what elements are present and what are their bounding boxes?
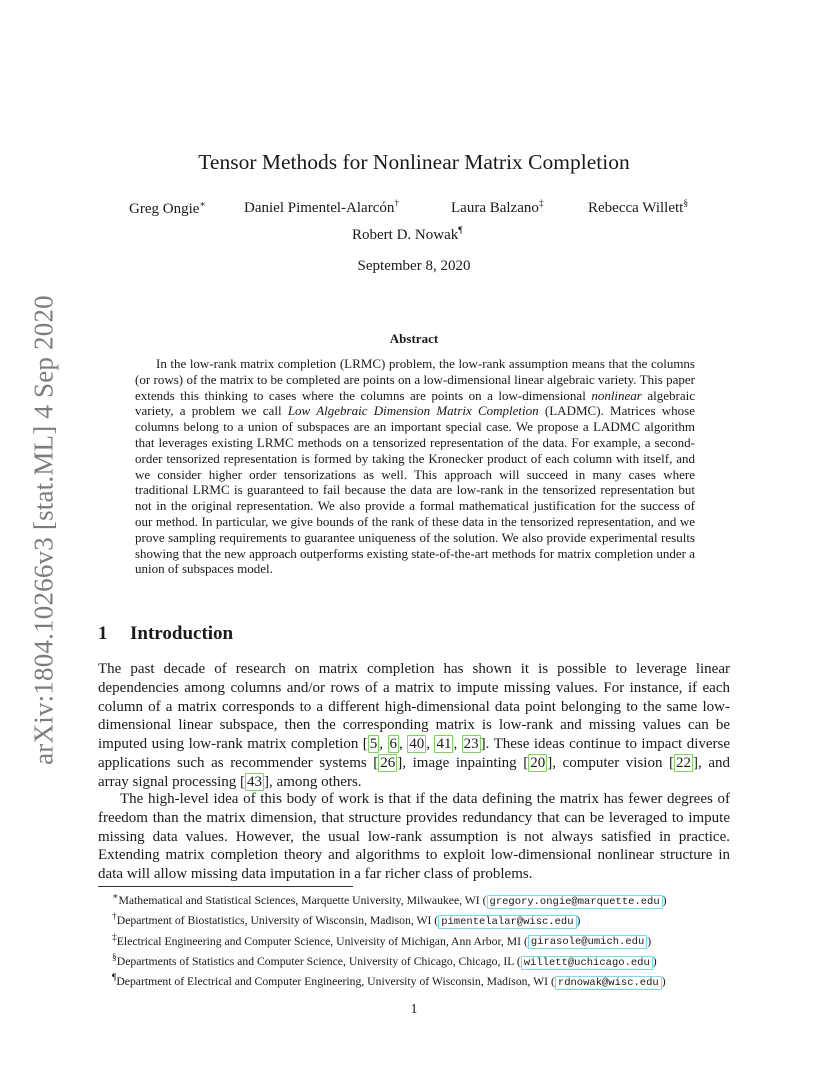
author-5 [352, 226, 463, 244]
abstract-text: algebraic variety, a problem we call [135, 387, 696, 419]
paragraph-text: ], computer vision [ [547, 754, 675, 771]
email-link[interactable]: gregory.ongie@marquette.edu [487, 895, 663, 909]
footnote-text: Department of Electrical and Computer Engineering, University of Wisconsin, Madison, WI ( [116, 975, 555, 989]
intro-paragraph-1: The past decade of research on matrix completion has shown it is possible to leverage linear dependencies among columns and/or rows of a matrix to impute missing values. For instance, if each column of a matrix corresponds to a different high-dimensional data point belonging to the same low-dimensional linear subspace, then the corresponding matrix is low-rank and missing values can be imputed using low-rank matrix completion [ 5 , 6 , 40 , 41 , 23 ]. These ideas continue to impact diverse applications such as recommender systems [ 26 ], image inpainting [ 20 ], computer vision [ 22 ], and array signal processing [ 43 ], among others. [98, 661, 731, 790]
section-heading [98, 623, 233, 645]
citation-link[interactable]: 43 [247, 773, 263, 790]
footnote-item [112, 971, 732, 991]
citation-link[interactable]: 26 [380, 754, 396, 771]
email-link[interactable]: rdnowak@wisc.edu [555, 976, 662, 990]
author-mark: § [683, 199, 689, 209]
paragraph-text: ], among others. [264, 773, 362, 790]
author-mark: ¶ [458, 226, 463, 236]
footnote-item [112, 890, 732, 910]
author-2 [244, 199, 399, 217]
arxiv-identifier-stamp: arXiv:1804.10266v3 [stat.ML] 4 Sep 2020 [28, 295, 59, 765]
footnote-mark: ¶ [112, 973, 117, 984]
footnote-text: ) [647, 934, 652, 948]
footnote-divider [98, 886, 353, 887]
page-number: 1 [410, 1002, 418, 1017]
author-3 [451, 199, 544, 217]
footnote-text: ) [576, 914, 581, 928]
author-4 [588, 199, 688, 217]
author-name: Laura Balzano [451, 200, 539, 216]
paragraph-text: ]. These ideas continue to impact diverse applications such as recommender systems [ [98, 736, 731, 771]
footnote-mark: ‡ [112, 932, 117, 943]
footnote-text: Departments of Statistics and Computer Science, University of Chicago, Chicago, IL ( [116, 954, 521, 968]
author-name: Daniel Pimentel-Alarcón [244, 200, 395, 216]
author-mark: † [394, 199, 400, 209]
footnote-mark: ∗ [112, 892, 119, 902]
paper-title: Tensor Methods for Nonlinear Matrix Completion [198, 150, 630, 174]
citation-link[interactable]: 23 [463, 736, 479, 753]
footnote-item [112, 910, 732, 930]
author-mark: ‡ [538, 199, 544, 209]
section-title: Introduction [130, 623, 234, 644]
publication-date: September 8, 2020 [357, 258, 471, 274]
footnote-text: Electrical Engineering and Computer Science, University of Michigan, Ann Arbor, MI ( [116, 934, 528, 948]
footnote-text: Department of Biostatistics, University of Wisconsin, Madison, WI ( [116, 914, 439, 928]
section-number: 1 [98, 623, 108, 644]
author-1 [129, 199, 206, 218]
footnote-item [112, 951, 732, 971]
email-link[interactable]: pimentelalar@wisc.edu [438, 915, 576, 929]
abstract-emphasis: nonlinear [591, 387, 642, 403]
footnote-text: ) [661, 975, 666, 989]
abstract-heading: Abstract [389, 331, 439, 346]
footnote-mark: § [112, 952, 117, 963]
footnote-text: ) [662, 893, 667, 907]
author-name: Greg Ongie [129, 201, 200, 217]
paragraph-text: ], and array signal processing [ [98, 754, 730, 790]
email-link[interactable]: willett@uchicago.edu [521, 956, 653, 970]
citation-link[interactable]: 5 [369, 736, 378, 753]
abstract-text: (LADMC). Matrices whose columns belong to a union of subspaces are an important special case. We propose a LADMC algorithm that leverages existing LRMC methods on a tensorized representation of the data. For example, a second-order tensorized representation is formed by taking the Kronecker product of each column with itself, and we consider higher order tensorizations as well. This approach will succeed in many cases where traditional LRMC is guaranteed to fail because the data are low-rank in the tensorized representation but not in the original representation. We also provide a formal mathematical justification for the success of our method. In particular, we give bounds of the rank of these data in the tensorized representation, and we prove sampling requirements to guarantee uniqueness of the solution. We also provide experimental results showing that the new approach outperforms existing state-of-the-art methods for matrix completion under a union of subspaces model. [135, 403, 695, 577]
author-name: Rebecca Willett [588, 200, 684, 216]
citation-link[interactable]: 40 [409, 736, 425, 753]
email-link[interactable]: girasole@umich.edu [528, 935, 647, 949]
author-mark: ∗ [199, 200, 206, 210]
citation-link[interactable]: 22 [676, 754, 692, 771]
footnote-item [112, 931, 732, 951]
citation-link[interactable]: 20 [530, 754, 546, 771]
footnote-text: Mathematical and Statistical Sciences, Marquette University, Milwaukee, WI ( [118, 893, 487, 907]
footnote-text: ) [652, 954, 657, 968]
intro-paragraph-2: The high-level idea of this body of work is that if the data defining the matrix has fewer degrees of freedom than the matrix dimension, that structure provides redundancy that can be leveraged to impute missing data values. However, the usual low-rank assumption is not always satisfied in practice. Extending matrix completion theory and algorithms to exploit low-dimensional nonlinear structure in data will allow missing data imputation in a far richer class of problems. [98, 791, 730, 883]
footnote-mark: † [112, 912, 117, 923]
citation-link[interactable]: 41 [436, 736, 452, 753]
citation-link[interactable]: 6 [389, 736, 397, 753]
paragraph-text: ], image inpainting [ [397, 754, 529, 771]
footnotes [112, 890, 732, 991]
abstract-body [135, 356, 695, 577]
abstract-emphasis: Low Algebraic Dimension Matrix Completion [287, 403, 539, 419]
paragraph-text: The past decade of research on matrix completion has shown it is possible to leverage linear dependencies among columns and/or rows of a matrix to impute missing values. For instance, if each column of a matrix corresponds to a different high-dimensional data point belonging to the same low-dimensional linear subspace, then the corresponding matrix is low-rank and missing values can be imputed using low-rank matrix completion [ [98, 661, 730, 753]
abstract-text: In the low-rank matrix completion (LRMC) problem, the low-rank assumption means that the columns (or rows) of the matrix to be completed are points on a low-dimensional linear algebraic variety. This paper extends this thinking to cases where the columns are points on a low-dimensional [135, 356, 695, 403]
author-name: Robert D. Nowak [352, 227, 459, 243]
